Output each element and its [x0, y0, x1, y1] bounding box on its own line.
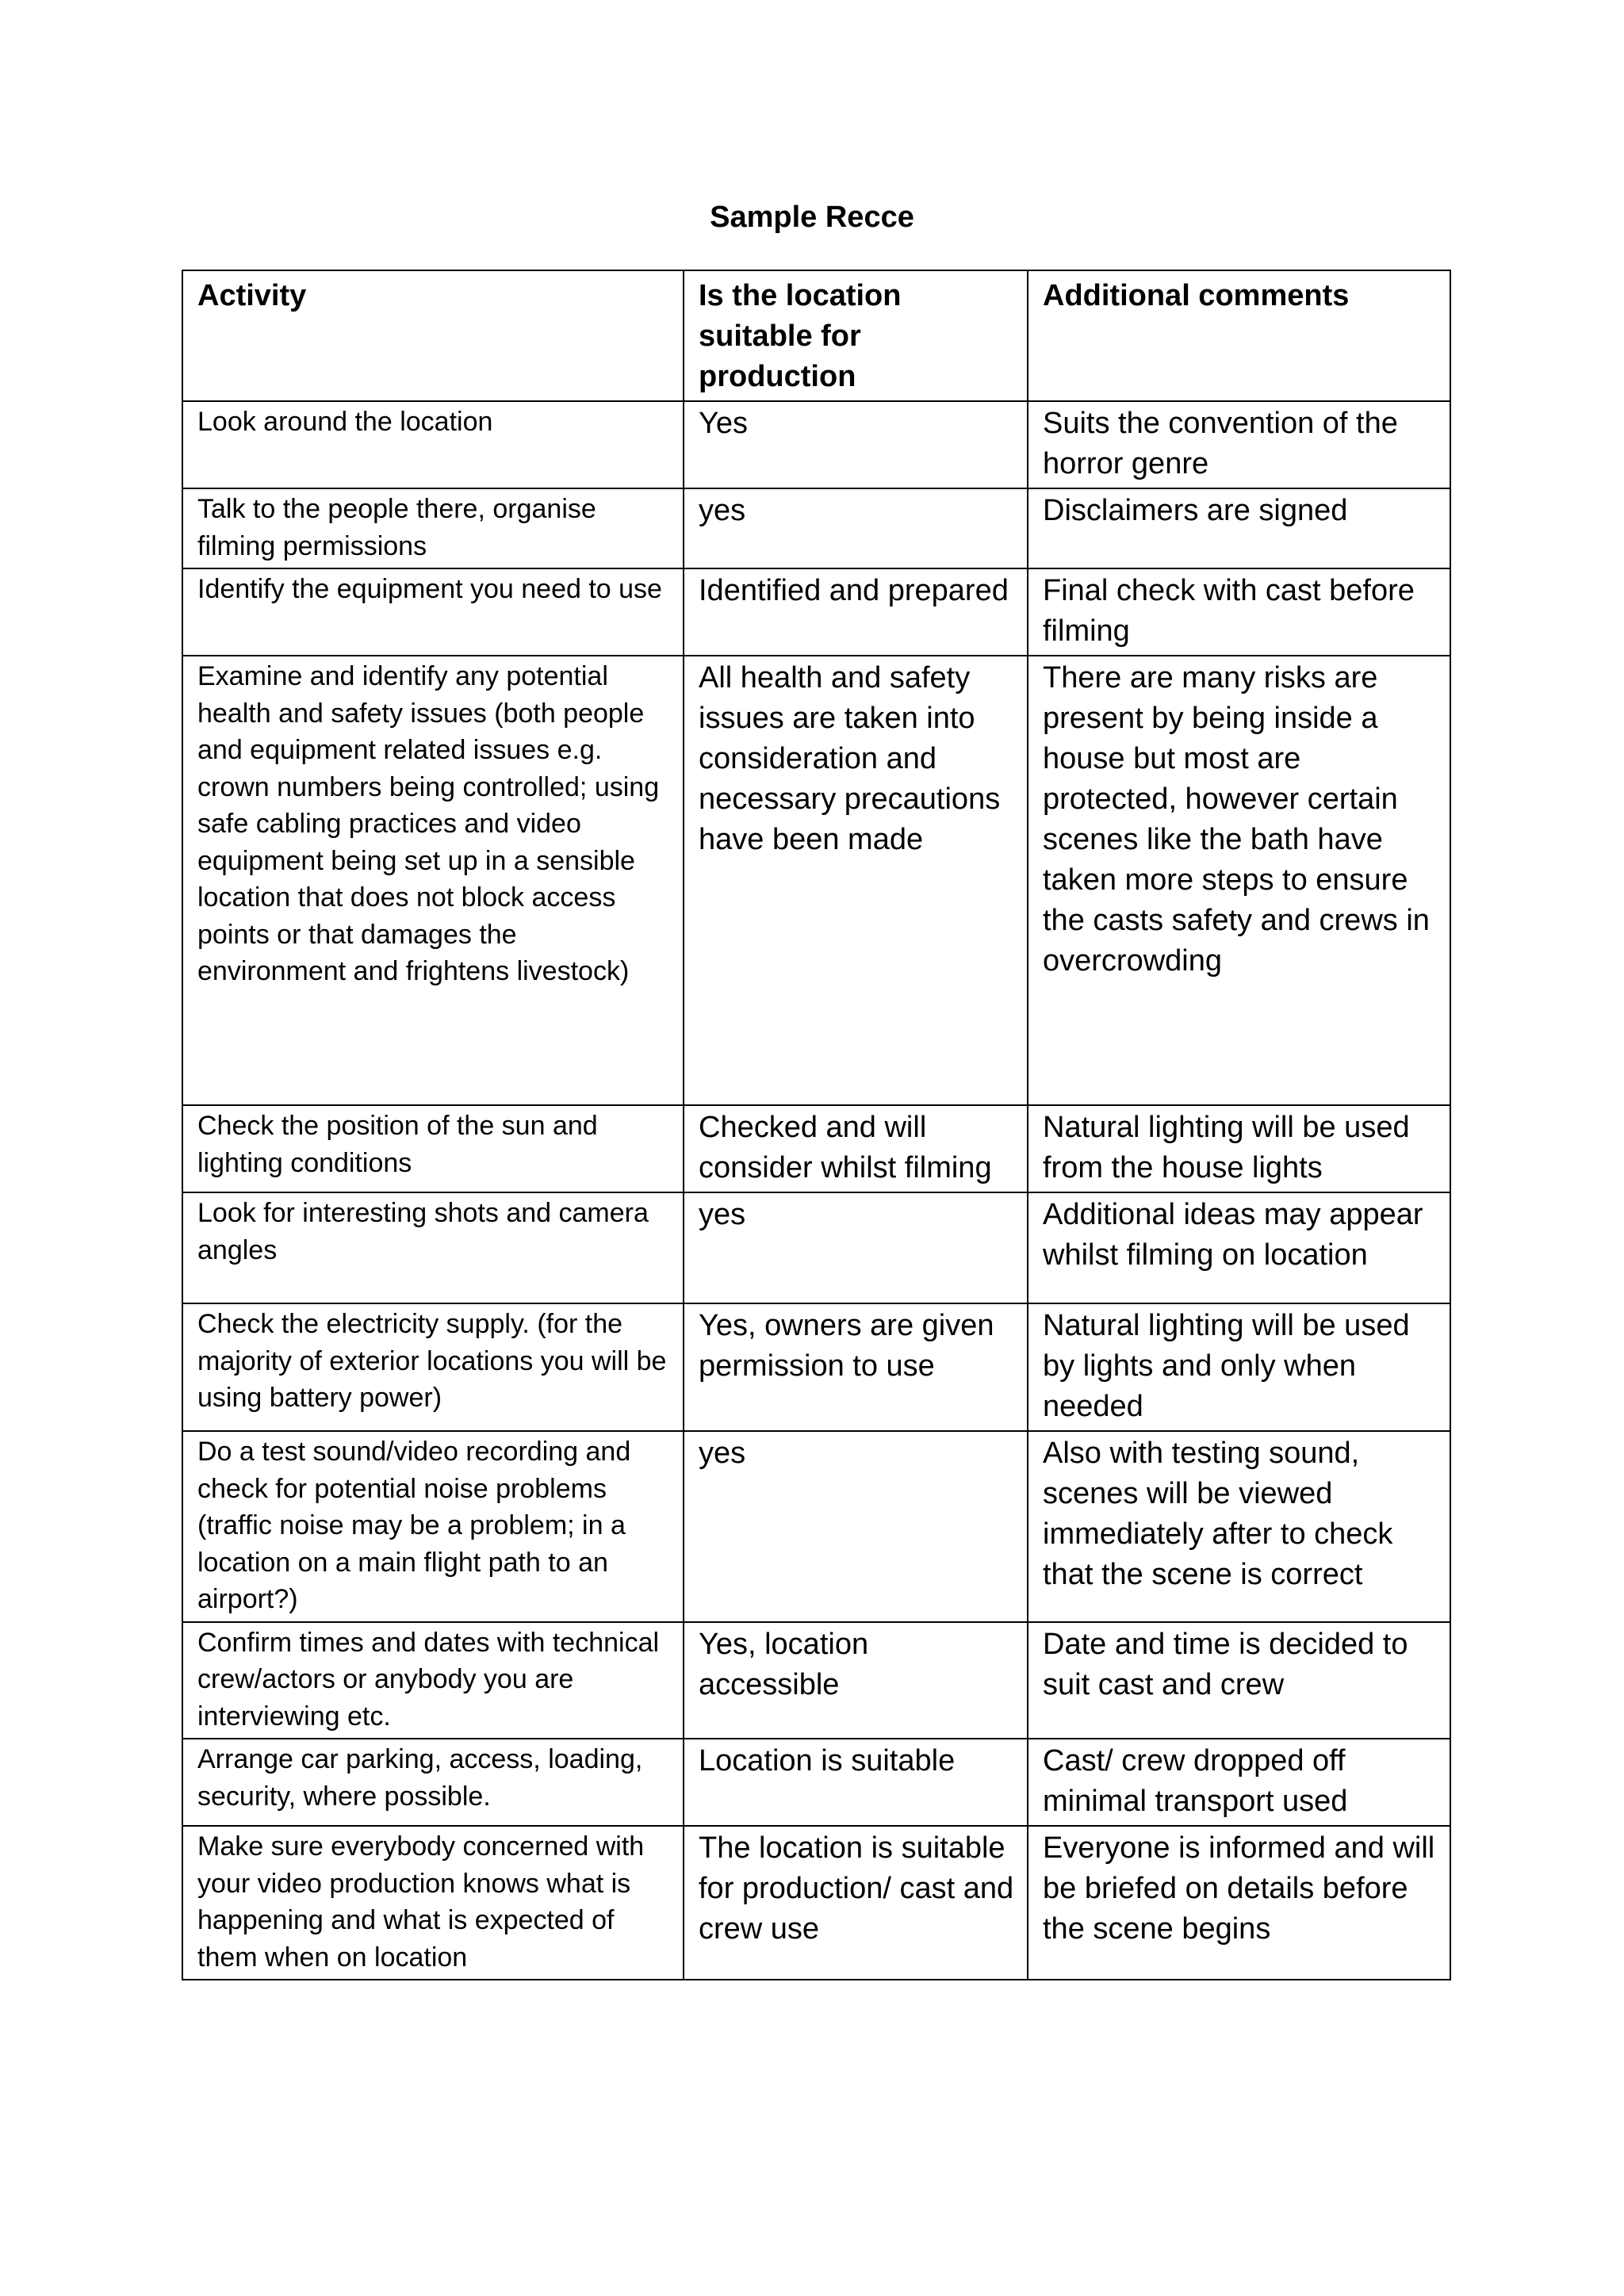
header-comments: Additional comments: [1028, 270, 1450, 401]
table-row: [182, 1192, 1450, 1303]
activity-cell: Confirm times and dates with technical crew/actors or anybody you are interviewing etc.: [182, 1622, 684, 1739]
table-row: [182, 401, 1450, 488]
table-row: [182, 656, 1450, 1105]
activity-cell: Identify the equipment you need to use: [182, 568, 684, 656]
table-row: [182, 568, 1450, 656]
header-suitable: Is the location suitable for production: [684, 270, 1028, 401]
header-activity: Activity: [182, 270, 684, 401]
comment-cell: There are many risks are present by being inside a house but most are protected, however certain scenes like the bath have taken more steps to ensure the casts safety and crews in overcrowding: [1028, 656, 1450, 1105]
suitable-cell: All health and safety issues are taken into consideration and necessary precautions have been made: [684, 656, 1028, 1105]
comment-cell: Natural lighting will be used by lights and only when needed: [1028, 1303, 1450, 1431]
activity-cell: Talk to the people there, organise filming permissions: [182, 488, 684, 568]
table-row: [182, 1622, 1450, 1739]
activity-cell: Look for interesting shots and camera angles: [182, 1192, 684, 1303]
comment-cell: Natural lighting will be used from the house lights: [1028, 1105, 1450, 1192]
table-row: [182, 1105, 1450, 1192]
table-row: [182, 1739, 1450, 1826]
table-row: [182, 488, 1450, 568]
table-header-row: [182, 270, 1450, 401]
activity-cell: Examine and identify any potential health and safety issues (both people and equipment related issues e.g. crown numbers being controlled; using safe cabling practices and video equipment being set up in a sensible location that does not block access points or that damages the environment and frightens livestock): [182, 656, 684, 1105]
page-title: Sample Recce: [710, 201, 914, 234]
comment-cell: Disclaimers are signed: [1028, 488, 1450, 568]
table-row: [182, 1431, 1450, 1622]
activity-cell: Arrange car parking, access, loading, security, where possible.: [182, 1739, 684, 1826]
suitable-cell: Yes, location accessible: [684, 1622, 1028, 1739]
suitable-cell: yes: [684, 488, 1028, 568]
comment-cell: Everyone is informed and will be briefed on details before the scene begins: [1028, 1826, 1450, 1980]
comment-cell: Also with testing sound, scenes will be viewed immediately after to check that the scene is correct: [1028, 1431, 1450, 1622]
activity-cell: Make sure everybody concerned with your video production knows what is happening and what is expected of them when on location: [182, 1826, 684, 1980]
activity-cell: Check the position of the sun and lighting conditions: [182, 1105, 684, 1192]
suitable-cell: Identified and prepared: [684, 568, 1028, 656]
recce-table: [182, 270, 1451, 1980]
activity-cell: Do a test sound/video recording and check for potential noise problems (traffic noise may be a problem; in a location on a main flight path to an airport?): [182, 1431, 684, 1622]
comment-cell: Date and time is decided to suit cast and crew: [1028, 1622, 1450, 1739]
suitable-cell: yes: [684, 1192, 1028, 1303]
comment-cell: Cast/ crew dropped off minimal transport used: [1028, 1739, 1450, 1826]
suitable-cell: Checked and will consider whilst filming: [684, 1105, 1028, 1192]
comment-cell: Suits the convention of the horror genre: [1028, 401, 1450, 488]
suitable-cell: Location is suitable: [684, 1739, 1028, 1826]
suitable-cell: The location is suitable for production/ cast and crew use: [684, 1826, 1028, 1980]
suitable-cell: Yes: [684, 401, 1028, 488]
comment-cell: Additional ideas may appear whilst filming on location: [1028, 1192, 1450, 1303]
table-row: [182, 1303, 1450, 1431]
activity-cell: Check the electricity supply. (for the majority of exterior locations you will be using battery power): [182, 1303, 684, 1431]
activity-cell: Look around the location: [182, 401, 684, 488]
suitable-cell: yes: [684, 1431, 1028, 1622]
suitable-cell: Yes, owners are given permission to use: [684, 1303, 1028, 1431]
table-row: [182, 1826, 1450, 1980]
comment-cell: Final check with cast before filming: [1028, 568, 1450, 656]
